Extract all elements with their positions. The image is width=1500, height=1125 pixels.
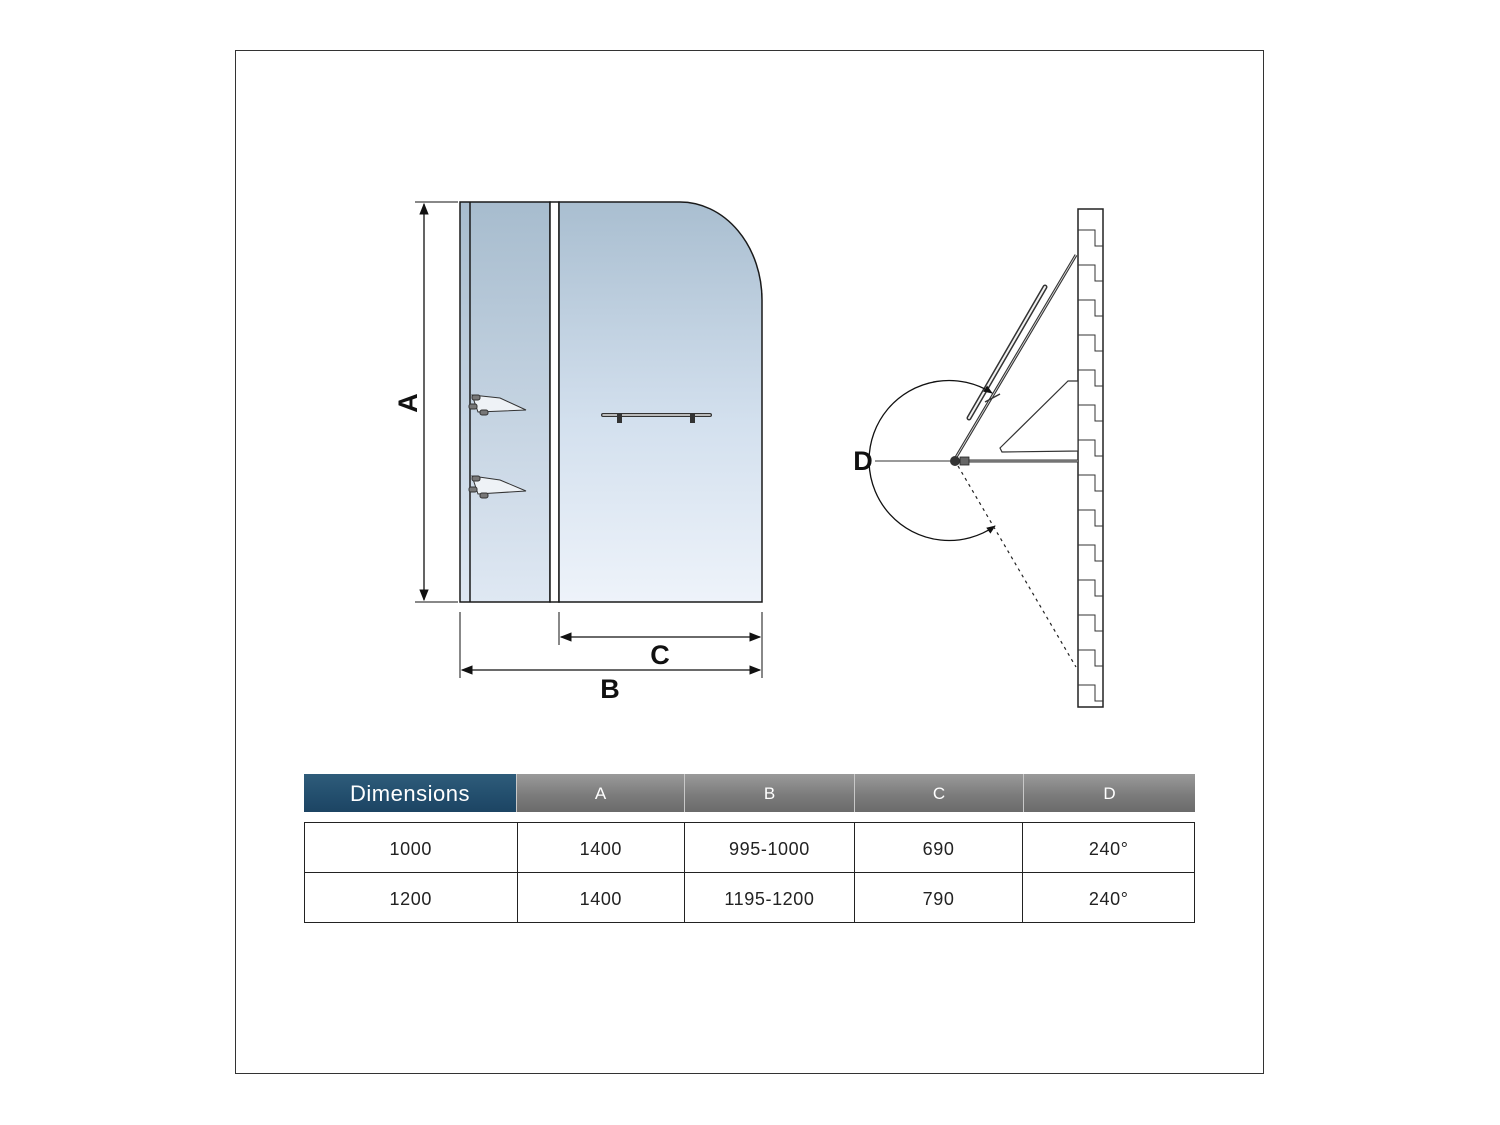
cell-c: 690 (854, 823, 1023, 872)
cell-d: 240° (1022, 823, 1194, 872)
corner-shelf (1000, 381, 1078, 452)
dimensions-table (304, 774, 1195, 923)
header-c: C (854, 774, 1023, 812)
wall (1078, 209, 1103, 707)
header-a: A (516, 774, 684, 812)
header-b: B (684, 774, 854, 812)
hinge-strip (550, 202, 559, 602)
plan-view (853, 209, 1103, 707)
cell-size: 1000 (389, 839, 432, 859)
dimension-b-label: B (600, 674, 620, 704)
cell-size: 1200 (389, 889, 432, 909)
dimension-a-label: A (393, 393, 423, 413)
cell-a: 1400 (517, 873, 685, 922)
table-body (304, 822, 1195, 923)
swing-glass-panel (559, 202, 762, 602)
table-header (304, 774, 1195, 812)
cell-b: 1195-1200 (684, 873, 854, 922)
table-row (305, 872, 1194, 922)
dimension-c-label: C (650, 640, 670, 670)
header-dimensions: Dimensions (304, 774, 516, 812)
cell-b: 995-1000 (684, 823, 854, 872)
header-d: D (1023, 774, 1195, 812)
cell-c: 790 (854, 873, 1023, 922)
front-view (393, 202, 762, 704)
table-row (305, 823, 1194, 872)
cell-d: 240° (1022, 873, 1194, 922)
swing-limit-line (958, 466, 1076, 667)
dimension-d-label: D (853, 446, 873, 476)
cell-a: 1400 (517, 823, 685, 872)
